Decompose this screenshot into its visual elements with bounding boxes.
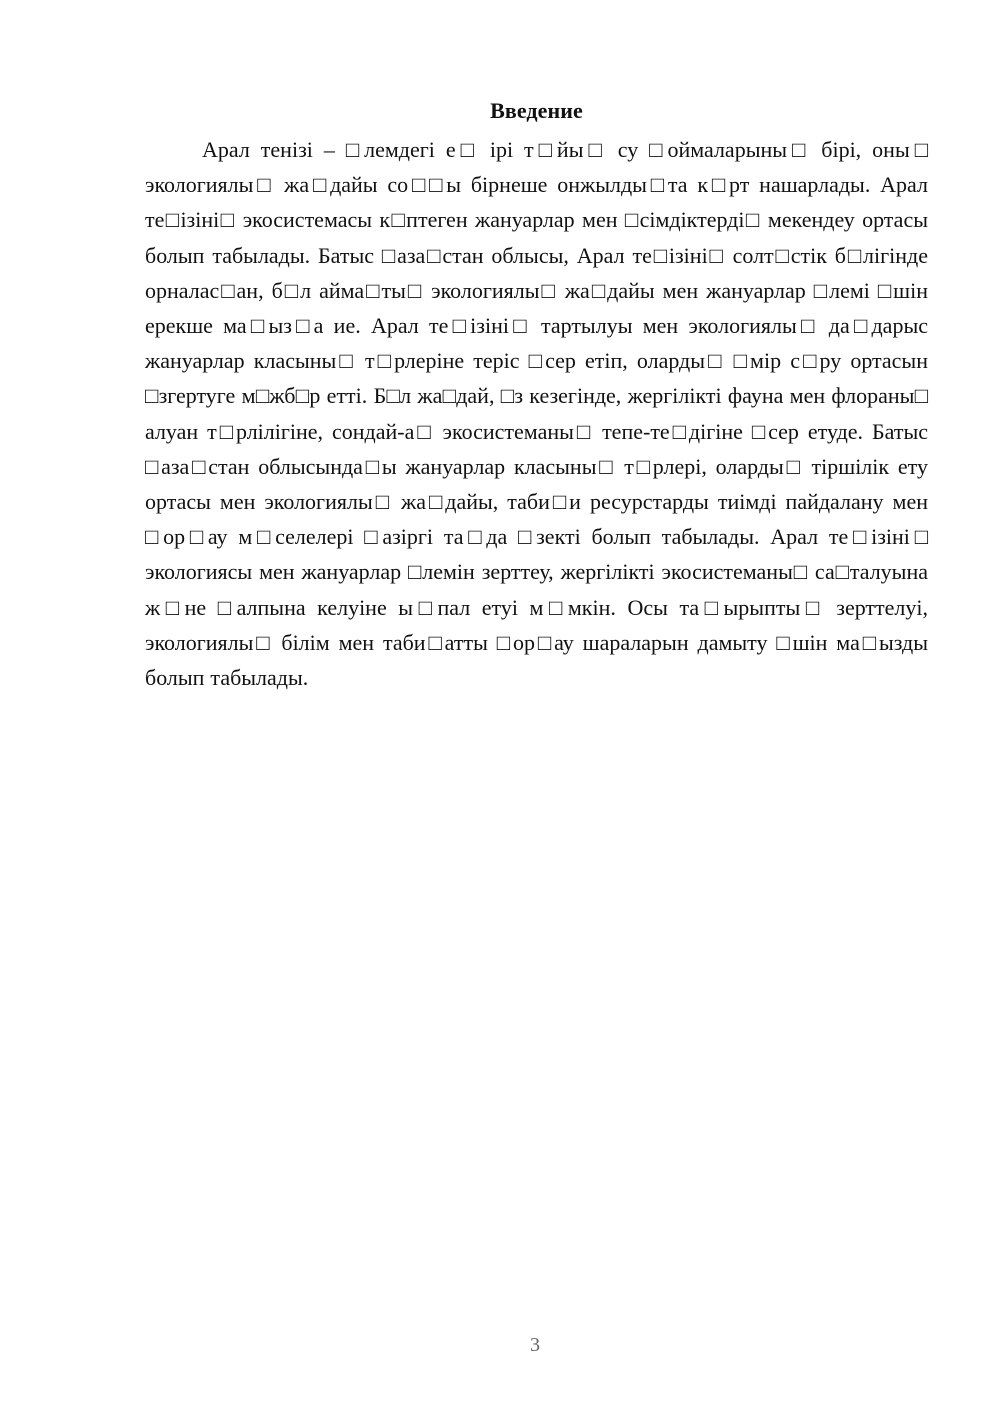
body-paragraph: Арал тенізі – □лемдегі е□ ірі т□йы□ су □оймаларыны□ бірі, оны□ экологиялы□ жа□дайы со□□ы бірнеше онжылды□та к□рт нашарлады. Арал те□ізіні□ экосистемасы к□птеген жануарлар мен □сімдіктерді□ мекендеу ортасы болып табылады. Батыс □аза□стан облысы, Арал те□ізіні□ солт□стік б□лігінде орналас□ан, б□л айма□ты□ экологиялы□ жа□дайы мен жануарлар □лемі □шін ерекше ма□ыз□а ие. Арал те□ізіні□ тартылуы мен экологиялы□ да□дарыс жануарлар класыны□ т□рлеріне теріс □сер етіп, оларды□ □мір с□ру ортасын □згертуге м□жб□р етті. Б□л жа□дай, □з кезегінде, жергілікті фауна мен флораны□ алуан т□рлілігіне, сондай-а□ экосистеманы□ тепе-те□дігіне □сер етуде. Батыс □аза□стан облысында□ы жануарлар класыны□ т□рлері, оларды□ тіршілік ету ортасы мен экологиялы□ жа□дайы, таби□и ресурстарды тиімді пайдалану мен □ор□ау м□селелері □азіргі та□да □зекті болып табылады. Арал те□ізіні□ экологиясы мен жануарлар □лемін зерттеу, жергілікті экосистеманы□ са□талуына ж□не □алпына келуіне ы□пал етуі м□мкін. Осы та□ырыпты□ зерттелуі, экологиялы□ білім мен таби□атты □ор□ау шараларын дамыту □шін ма□ызды болып табылады. xyxy=(145,137,928,691)
page-content xyxy=(145,96,928,695)
page-number: 3 xyxy=(530,1334,540,1356)
section-title: Введение xyxy=(490,98,583,123)
